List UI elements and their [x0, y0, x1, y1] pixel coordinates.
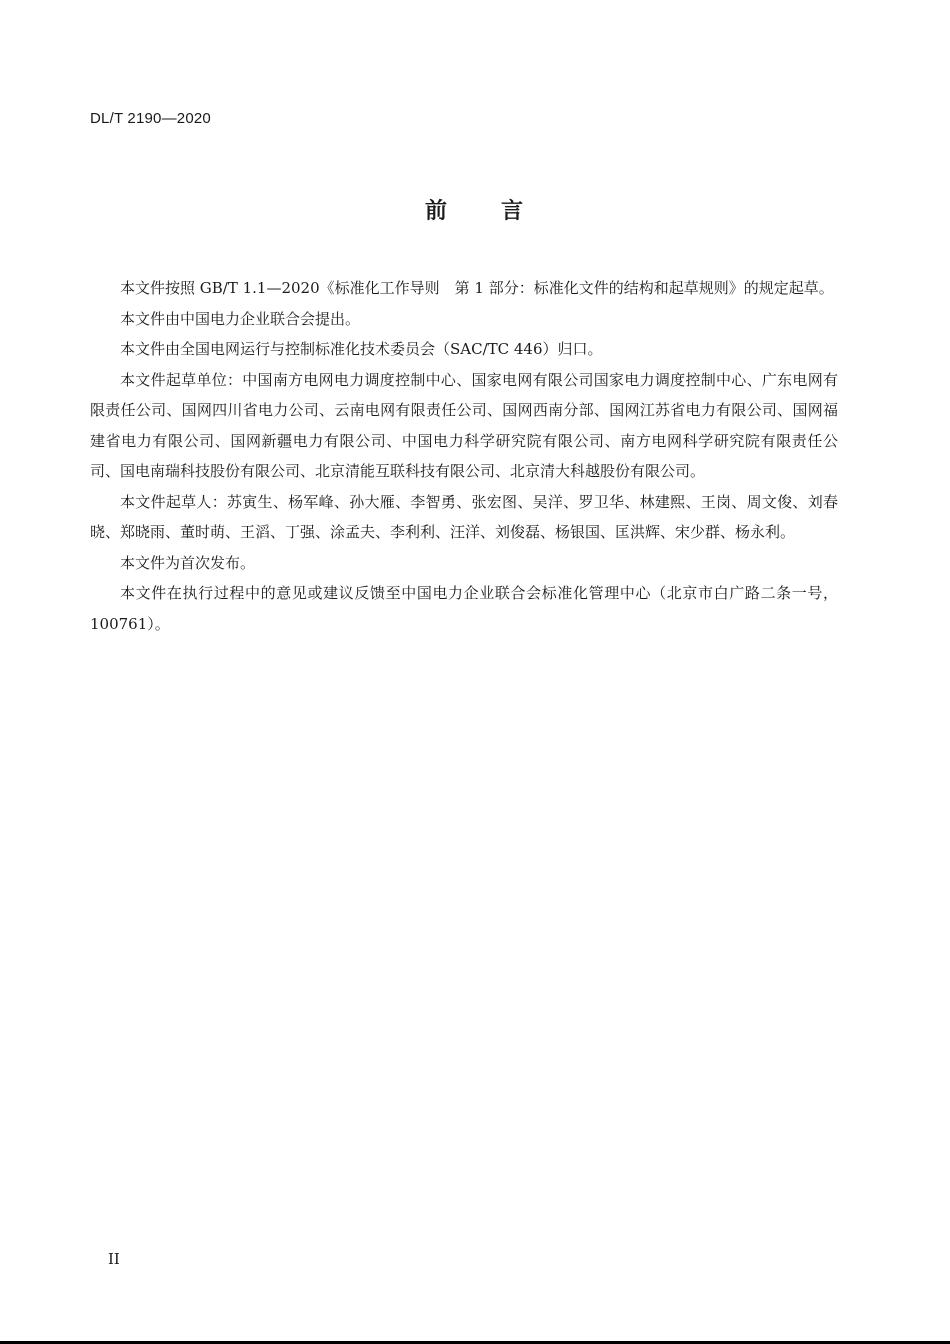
paragraph-feedback: 本文件在执行过程中的意见或建议反馈至中国电力企业联合会标准化管理中心（北京市白广路二条一号，100761）。: [90, 584, 838, 633]
paragraph-centralized-by: 本文件由全国电网运行与控制标准化技术委员会（SAC/TC 446）归口。: [120, 340, 603, 358]
foreword-body: [90, 273, 838, 639]
paragraph-drafting-units: 本文件起草单位：中国南方电网电力调度控制中心、国家电网有限公司国家电力调度控制中心、广东电网有限责任公司、国网四川省电力公司、云南电网有限责任公司、国网西南分部、国网江苏省电力有限公司、国网福建省电力有限公司、国网新疆电力有限公司、中国电力科学研究院有限公司、南方电网科学研究院有限责任公司、国电南瑞科技股份有限公司、北京清能互联科技有限公司、北京清大科越股份有限公司。: [90, 370, 838, 480]
paragraph-proposed-by: 本文件由中国电力企业联合会提出。: [120, 309, 361, 328]
page-title: [0, 194, 950, 225]
page-number: II: [108, 1250, 120, 1268]
paragraph-drafting-rules: 本文件按照 GB/T 1.1—2020《标准化工作导则 第 1 部分：标准化文件的结构和起草规则》的规定起草。: [120, 279, 834, 297]
document-code: DL/T 2190—2020: [90, 110, 211, 127]
paragraph-first-release: 本文件为首次发布。: [120, 553, 256, 572]
paragraph-drafters: 本文件起草人：苏寅生、杨军峰、孙大雁、李智勇、张宏图、吴洋、罗卫华、林建熙、王岗、周文俊、刘春晓、郑晓雨、董时萌、王滔、丁强、涂孟夫、李利利、汪洋、刘俊磊、杨银国、匡洪辉、宋少群、杨永利。: [90, 492, 838, 541]
title-char-1: 前: [424, 199, 449, 224]
title-char-2: 言: [501, 199, 526, 224]
